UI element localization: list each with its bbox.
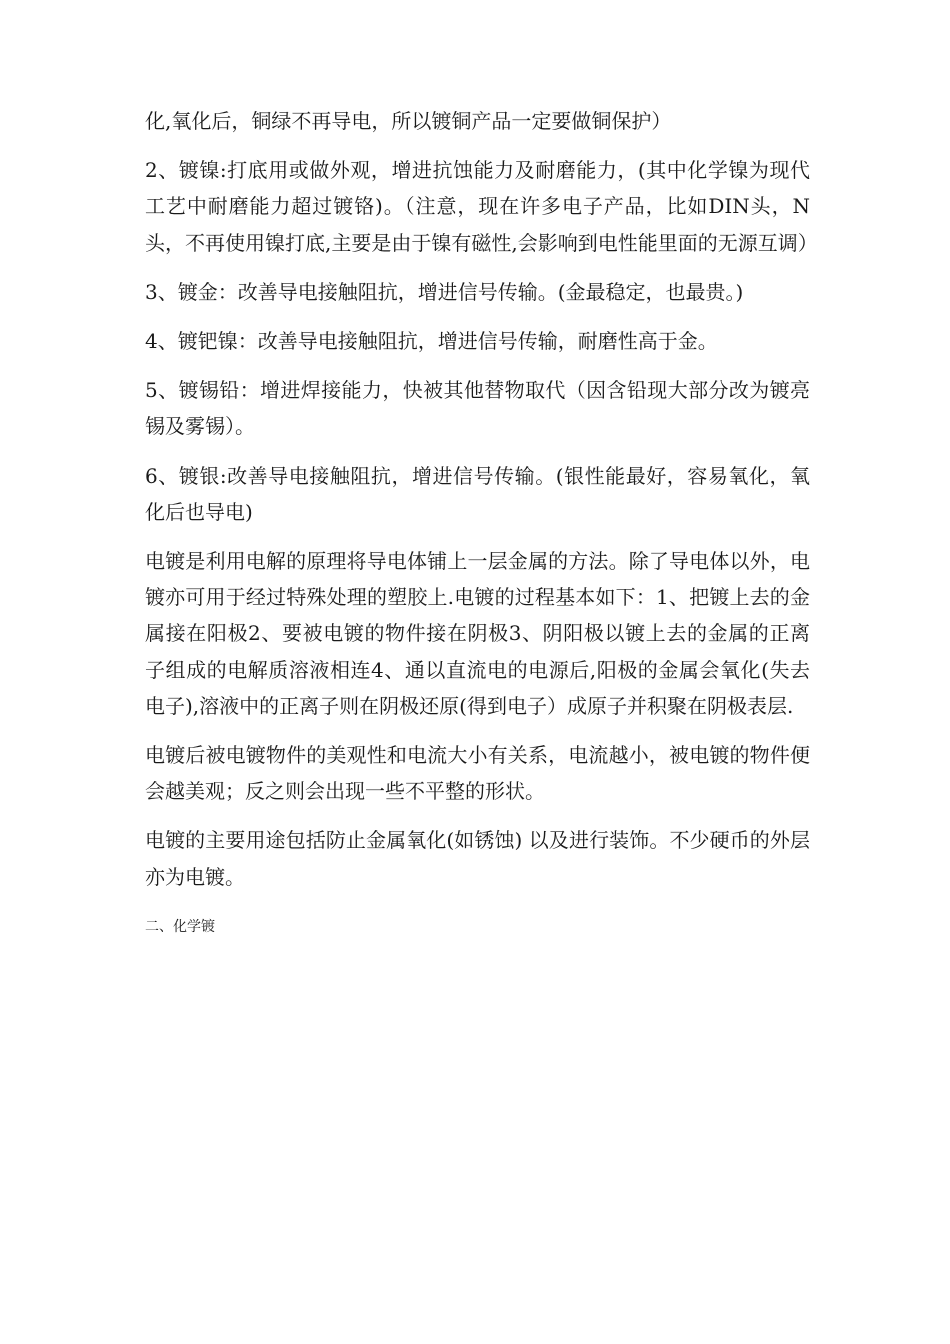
paragraph-electroplating-principle: 电镀是利用电解的原理将导电体铺上一层金属的方法。除了导电体以外，电镀亦可用于经过特殊处理的塑胶上.电镀的过程基本如下：1、把镀上去的金属接在阳极2、要被电镀的物件接在阴极3、阴阳极以镀上去的金属的正离子组成的电解质溶液相连4、通以直流电的电源后,阳极的金属会氧化(失去电子),溶液中的正离子则在阴极还原(得到电子）成原子并积聚在阴极表层. — [145, 549, 810, 718]
paragraph-nickel-plating: 2、镀镍:打底用或做外观，增进抗蚀能力及耐磨能力，(其中化学镍为现代工艺中耐磨能力超过镀铬)。（注意，现在许多电子产品，比如DIN头，N头，不再使用镍打底,主要是由于镍有磁性,会影响到电性能里面的无源互调） — [145, 158, 818, 255]
paragraph-appearance-current: 电镀后被电镀物件的美观性和电流大小有关系，电流越小，被电镀的物件便会越美观；反之则会出现一些不平整的形状。 — [145, 743, 810, 804]
paragraph-silver-plating: 6、镀银:改善导电接触阻抗，增进信号传输。(银性能最好，容易氧化，氧化后也导电) — [145, 463, 810, 524]
paragraph-main-uses: 电镀的主要用途包括防止金属氧化(如锈蚀) 以及进行装饰。不少硬币的外层亦为电镀。 — [145, 828, 810, 889]
section-heading: 二、化学镀 — [145, 918, 215, 935]
paragraph-gold-plating: 3、镀金：改善导电接触阻抗，增进信号传输。(金最稳定，也最贵。) — [145, 279, 744, 304]
paragraph-tin-lead-plating: 5、镀锡铅：增进焊接能力，快被其他替物取代（因含铅现大部分改为镀亮锡及雾锡）。 — [145, 378, 810, 439]
paragraph-copper-protection: 化,氧化后，铜绿不再导电，所以镀铜产品一定要做铜保护） — [145, 109, 672, 133]
paragraph-palladium-nickel-plating: 4、镀钯镍：改善导电接触阻抗，增进信号传输，耐磨性高于金。 — [145, 329, 718, 354]
document-body — [145, 103, 818, 937]
